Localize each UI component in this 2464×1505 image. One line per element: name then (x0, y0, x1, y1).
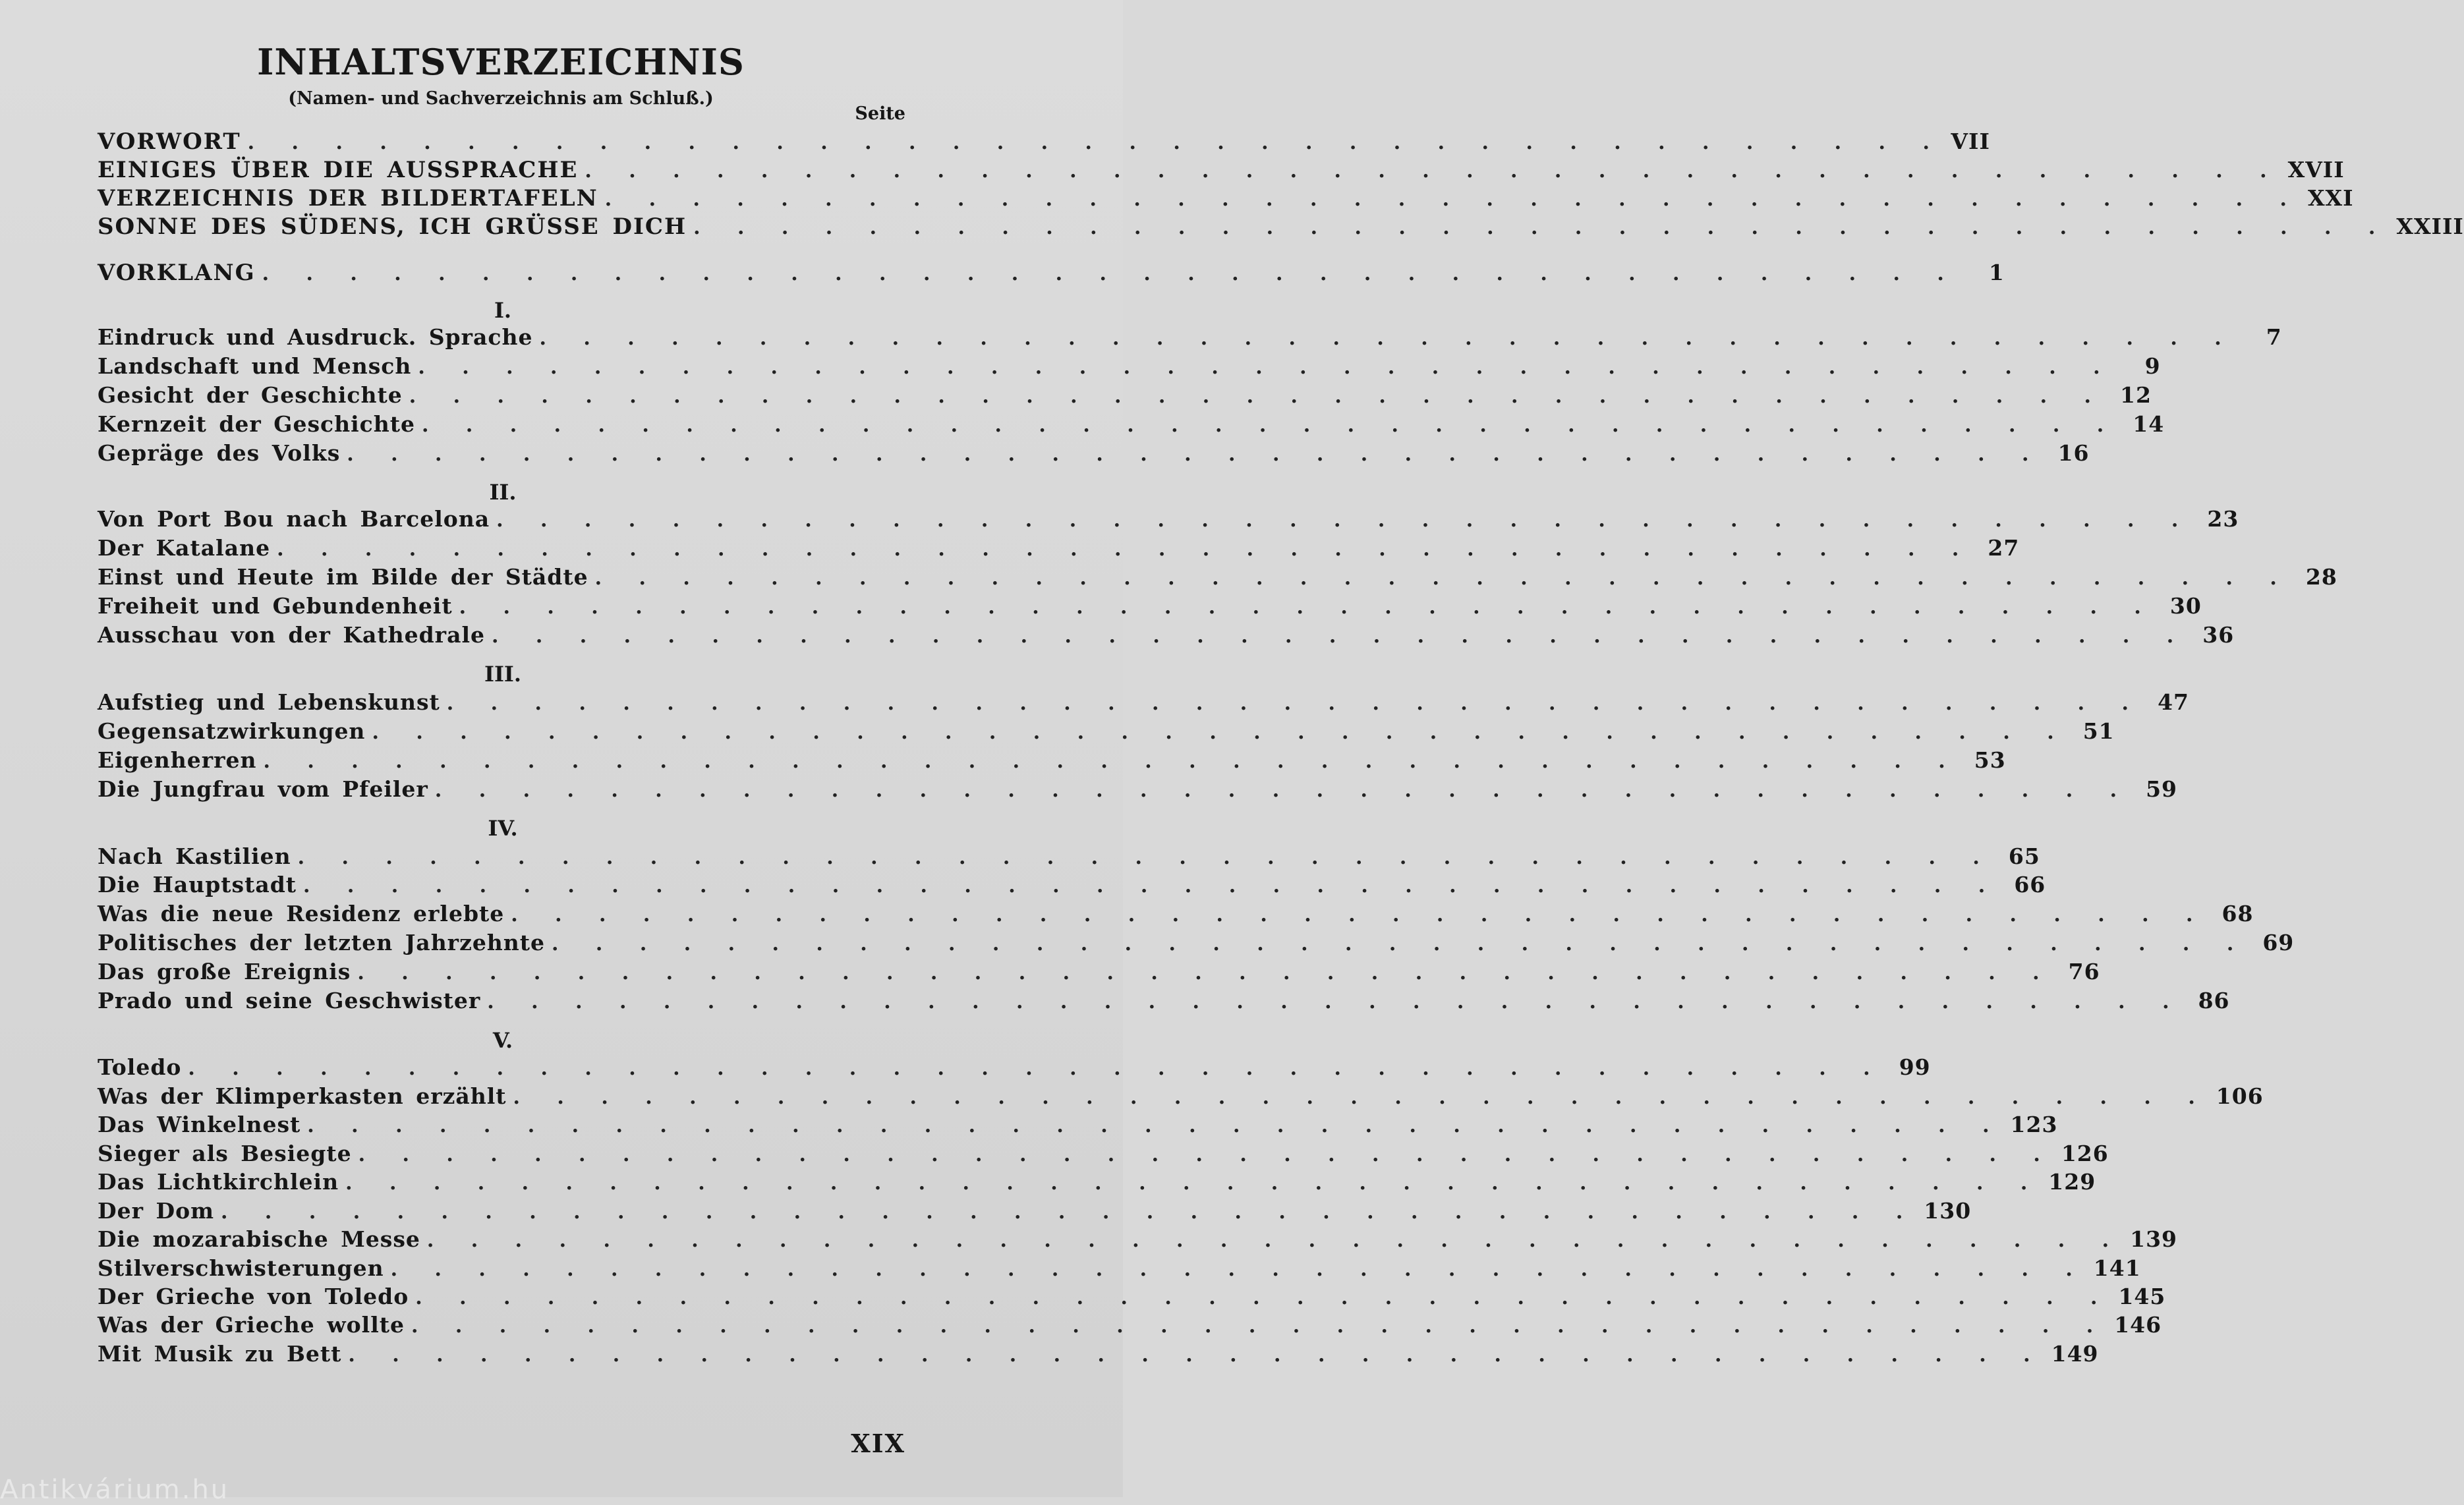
toc-entry-page: 23 (2207, 506, 2239, 532)
section-numeral: II. (489, 480, 517, 505)
dot-leader: . . . . . . . . . . . . . . . . . . . . . . . . . . . . . . . . . . . . . . . (693, 216, 2389, 239)
toc-entry (98, 1312, 2162, 1341)
toc-entry (98, 440, 2090, 469)
toc-entry-page: 12 (2120, 382, 2152, 408)
dot-leader: . . . . . . . . . . . . . . . . . . . . . . . . . . . . . . . . . . . . . . . (604, 188, 2300, 211)
toc-entry-label: Landschaft und Mensch (98, 353, 412, 379)
toc-entry (98, 1169, 2096, 1198)
toc-entry-label: VORWORT (98, 128, 241, 155)
page-column-label: Seite (855, 103, 905, 124)
dot-leader: . . . . . . . . . . . . . . . . . . . . . . . . . . . . . . . . . . . . . . . (358, 1143, 2053, 1166)
dot-leader: . . . . . . . . . . . . . . . . . . . . . . . . . . . . . . . . . . . . . . . (307, 1114, 2003, 1137)
toc-entry-page: 86 (2198, 988, 2230, 1013)
dot-leader: . . . . . . . . . . . . . . . . . . . . . . . . . . . . . . . . . . . . . . . (585, 159, 2280, 183)
toc-entry-page: 149 (2051, 1341, 2099, 1367)
toc-entry-page: XXIII (2396, 213, 2464, 239)
toc-entry-page: 130 (1924, 1198, 1972, 1224)
toc-entry-label: Das Winkelnest (98, 1112, 301, 1137)
toc-entry-label: Toledo (98, 1054, 182, 1080)
toc-entry (98, 747, 2006, 776)
toc-entry (98, 535, 2020, 564)
toc-entry-label: Politisches der letzten Jahrzehnte (98, 930, 546, 955)
toc-entry (98, 382, 2152, 411)
dot-leader: . . . . . . . . . . . . . . . . . . . . . . . . . . . . . . . . . . . . . . . (357, 961, 2053, 984)
toc-entry (98, 1054, 1931, 1083)
toc-entry (98, 157, 2345, 185)
toc-entry-label: Die mozarabische Messe (98, 1226, 420, 1252)
toc-entry-label: Was die neue Residenz erlebte (98, 901, 505, 926)
toc-entry-page: 146 (2114, 1312, 2162, 1338)
toc-entry-label: Der Grieche von Toledo (98, 1284, 409, 1309)
toc-entry-label: Kernzeit der Geschichte (98, 411, 415, 437)
toc-entry (98, 185, 2354, 213)
toc-entry-page: 1 (1988, 260, 2005, 285)
toc-entry-page: 9 (2144, 353, 2161, 379)
section-numeral: V. (492, 1028, 513, 1053)
toc-entry-page: 129 (2048, 1169, 2096, 1195)
dot-leader: . . . . . . . . . . . . . . . . . . . . . . . . . . . . . . . . . . . . . . . (539, 327, 2235, 350)
toc-entry (98, 843, 2040, 872)
dot-leader: . . . . . . . . . . . . . . . . . . . . . . . . . . . . . . . . . . . . . . . (390, 1258, 2086, 1281)
toc-entry-page: 14 (2133, 411, 2165, 437)
toc-entry-page: 123 (2010, 1112, 2058, 1137)
dot-leader: . . . . . . . . . . . . . . . . . . . . . . . . . . . . . . . . . . . . . . . (446, 692, 2142, 715)
dot-leader: . . . . . . . . . . . . . . . . . . . . . . . . . . . . . . . . . . . . . . . (426, 1229, 2123, 1252)
toc-entry-label: Aufstieg und Lebenskunst (98, 689, 440, 715)
toc-entry (98, 1198, 1972, 1227)
dot-leader: . . . . . . . . . . . . . . . . . . . . . . . . . . . . . . . . . . . . . . . (303, 874, 1999, 897)
toc-entry-label: SONNE DES SÜDENS, ICH GRÜSSE DICH (98, 213, 687, 240)
toc-entry (98, 1083, 2264, 1112)
toc-entry (98, 622, 2235, 651)
toc-entry-label: Gegensatzwirkungen (98, 718, 366, 744)
toc-entry (98, 593, 2202, 622)
dot-leader: . . . . . . . . . . . . . . . . . . . . . . . . . . . . . . . . . . . . . . . (221, 1201, 1916, 1224)
toc-entry-page: 106 (2216, 1083, 2264, 1109)
toc-entry (98, 353, 2161, 382)
toc-entry-page: 66 (2014, 872, 2046, 897)
toc-entry-page: 76 (2068, 959, 2100, 984)
toc-entry (98, 988, 2230, 1017)
toc-entry-label: Gesicht der Geschichte (98, 382, 403, 408)
toc-entry (98, 1226, 2178, 1255)
dot-leader: . . . . . . . . . . . . . . . . . . . . . . . . . . . . . . . . . . . . . . . (434, 779, 2131, 802)
toc-entry (98, 930, 2295, 959)
toc-entry-page: 28 (2305, 564, 2337, 590)
toc-entry (98, 1255, 2141, 1284)
toc-entry-label: Freiheit und Gebundenheit (98, 593, 453, 619)
toc-entry (98, 776, 2178, 805)
toc-entry-label: Der Dom (98, 1198, 215, 1224)
section-numeral: I. (494, 298, 512, 323)
dot-leader: . . . . . . . . . . . . . . . . . . . . . . . . . . . . . . . . . . . . . . . (348, 1344, 2044, 1367)
dot-leader: . . . . . . . . . . . . . . . . . . . . . . . . . . . . . . . . . . . . . . . (421, 414, 2117, 437)
toc-entry (98, 901, 2254, 930)
toc-entry-page: 141 (2093, 1255, 2141, 1281)
dot-leader: . . . . . . . . . . . . . . . . . . . . . . . . . . . . . . . . . . . . . . . (263, 750, 1959, 773)
section-numeral: IV. (488, 816, 518, 841)
dot-leader: . . . . . . . . . . . . . . . . . . . . . . . . . . . . . . . . . . . . . . . (372, 721, 2067, 744)
dot-leader: . . . . . . . . . . . . . . . . . . . . . . . . . . . . . . . . . . . . . . . (277, 538, 1972, 561)
toc-entry-page: 69 (2262, 930, 2295, 955)
toc-entry-label: Das Lichtkirchlein (98, 1169, 339, 1195)
toc-entry-page: 16 (2057, 440, 2090, 466)
toc-entry-label: Sieger als Besiegte (98, 1141, 352, 1166)
toc-entry (98, 872, 2046, 901)
dot-leader: . . . . . . . . . . . . . . . . . . . . . . . . . . . . . . . . . . . . . . . (247, 131, 1943, 154)
toc-entry-page: VII (1951, 128, 1990, 154)
toc-entry (98, 718, 2115, 747)
toc-entry-page: 59 (2146, 776, 2178, 802)
toc-entry-page: XXI (2307, 185, 2354, 211)
dot-leader: . . . . . . . . . . . . . . . . . . . . . . . . . . . . . . . . . . . . . . . (418, 356, 2113, 379)
toc-entry-label: Die Jungfrau vom Pfeiler (98, 776, 428, 802)
toc-entry-page: 27 (1988, 535, 2020, 561)
toc-entry-label: Das große Ereignis (98, 959, 351, 984)
toc-entry-label: Einst und Heute im Bilde der Städte (98, 564, 588, 590)
toc-entry-page: 53 (1974, 747, 2006, 773)
toc-entry (98, 260, 2005, 287)
watermark: Antikvárium.hu (0, 1475, 230, 1505)
dot-leader: . . . . . . . . . . . . . . . . . . . . . . . . . . . . . . . . . . . . . . . (409, 385, 2104, 408)
dot-leader: . . . . . . . . . . . . . . . . . . . . . . . . . . . . . . . . . . . . . . . (496, 509, 2192, 532)
toc-entry (98, 1141, 2109, 1170)
toc-entry-page: 7 (2266, 324, 2282, 350)
toc-entry-page: 30 (2169, 593, 2202, 619)
dot-leader: . . . . . . . . . . . . . . . . . . . . . . . . . . . . . . . . . . . . . . . (487, 990, 2183, 1013)
toc-entry-label: Gepräge des Volks (98, 440, 341, 466)
dot-leader: . . . . . . . . . . . . . . . . . . . . . . . . . . . . . . . . . . . . . . . (415, 1286, 2111, 1309)
toc-entry-page: 99 (1899, 1054, 1931, 1080)
dot-leader: . . . . . . . . . . . . . . . . . . . . . . . . . . . . . . . . . . . . . . . (345, 1172, 2041, 1195)
dot-leader: . . . . . . . . . . . . . . . . . . . . . . . . . . . . . . . . . . . . . . . (594, 567, 2290, 590)
dot-leader: . . . . . . . . . . . . . . . . . . . . . . . . . . . . . . . . . . . . . . . (347, 443, 2042, 466)
dot-leader: . . . . . . . . . . . . . . . . . . . . . . . . . . . . . . . . . . . . . . . (552, 932, 2247, 955)
page-title: INHALTSVERZEICHNIS (257, 41, 745, 83)
toc-entry-page: 145 (2118, 1284, 2166, 1309)
toc-entry-label: Was der Grieche wollte (98, 1312, 405, 1338)
dot-leader: . . . . . . . . . . . . . . . . . . . . . . . . . . . . . . . . . . . . . . . (411, 1315, 2107, 1338)
toc-entry-label: Ausschau von der Kathedrale (98, 622, 485, 648)
toc-entry (98, 506, 2239, 535)
toc-entry-label: Die Hauptstadt (98, 872, 297, 897)
toc-entry (98, 959, 2100, 988)
toc-entry-page: 68 (2221, 901, 2254, 926)
toc-entry-page: XVII (2287, 157, 2345, 183)
toc-entry (98, 213, 2464, 241)
toc-entry-label: Der Katalane (98, 535, 271, 561)
toc-entry-label: Prado und seine Geschwister (98, 988, 481, 1013)
toc-entry (98, 1284, 2166, 1313)
page-subtitle: (Namen- und Sachverzeichnis am Schluß.) (288, 88, 714, 109)
dot-leader: . . . . . . . . . . . . . . . . . . . . . . . . . . . . . . . . . . . . . . . (511, 903, 2206, 926)
dot-leader: . . . . . . . . . . . . . . . . . . . . . . . . . . . . . . . . . . . . . . . (459, 596, 2154, 619)
toc-entry-label: Eigenherren (98, 747, 257, 773)
toc-entry-label: VERZEICHNIS DER BILDERTAFELN (98, 185, 598, 212)
toc-entry-page: 126 (2061, 1141, 2109, 1166)
toc-entry (98, 1112, 2058, 1141)
page-folio: XIX (851, 1429, 905, 1458)
toc-entry (98, 689, 2189, 718)
dot-leader: . . . . . . . . . . . . . . . . . . . . . . . . . . . . . . . . . . . . . . . (513, 1086, 2208, 1109)
toc-entry-page: 47 (2158, 689, 2189, 715)
toc-entry-label: Stilverschwisterungen (98, 1255, 384, 1281)
toc-entry-label: Mit Musik zu Bett (98, 1341, 342, 1367)
dot-leader: . . . . . . . . . . . . . . . . . . . . . . . . . . . . . . . . . . . . . . . (492, 625, 2187, 648)
toc-entry-page: 36 (2202, 622, 2235, 648)
dot-leader: . . . . . . . . . . . . . . . . . . . . . . . . . . . . . . . . . . . . . . . (188, 1057, 1883, 1080)
dot-leader: . . . . . . . . . . . . . . . . . . . . . . . . . . . . . . . . . . . . . . . (297, 846, 1993, 869)
section-numeral: III. (484, 662, 522, 687)
toc-entry (98, 1341, 2099, 1370)
toc-entry-label: Eindruck und Ausdruck. Sprache (98, 324, 533, 350)
toc-entry (98, 564, 2337, 593)
toc-entry (98, 324, 2282, 353)
toc-entry-page: 139 (2130, 1226, 2178, 1252)
toc-entry-page: 65 (2008, 843, 2040, 869)
toc-entry-label: VORKLANG (98, 260, 256, 286)
dot-leader: . . . . . . . . . . . . . . . . . . . . . . . . . . . . . . . . . . . . . . . (262, 262, 1957, 285)
toc-entry-page: 51 (2082, 718, 2115, 744)
toc-entry (98, 411, 2165, 440)
toc-entry-label: Von Port Bou nach Barcelona (98, 506, 490, 532)
toc-entry-label: Was der Klimperkasten erzählt (98, 1083, 507, 1109)
toc-entry-label: EINIGES ÜBER DIE AUSSPRACHE (98, 157, 579, 183)
toc-entry (98, 128, 1990, 156)
toc-entry-label: Nach Kastilien (98, 843, 291, 869)
